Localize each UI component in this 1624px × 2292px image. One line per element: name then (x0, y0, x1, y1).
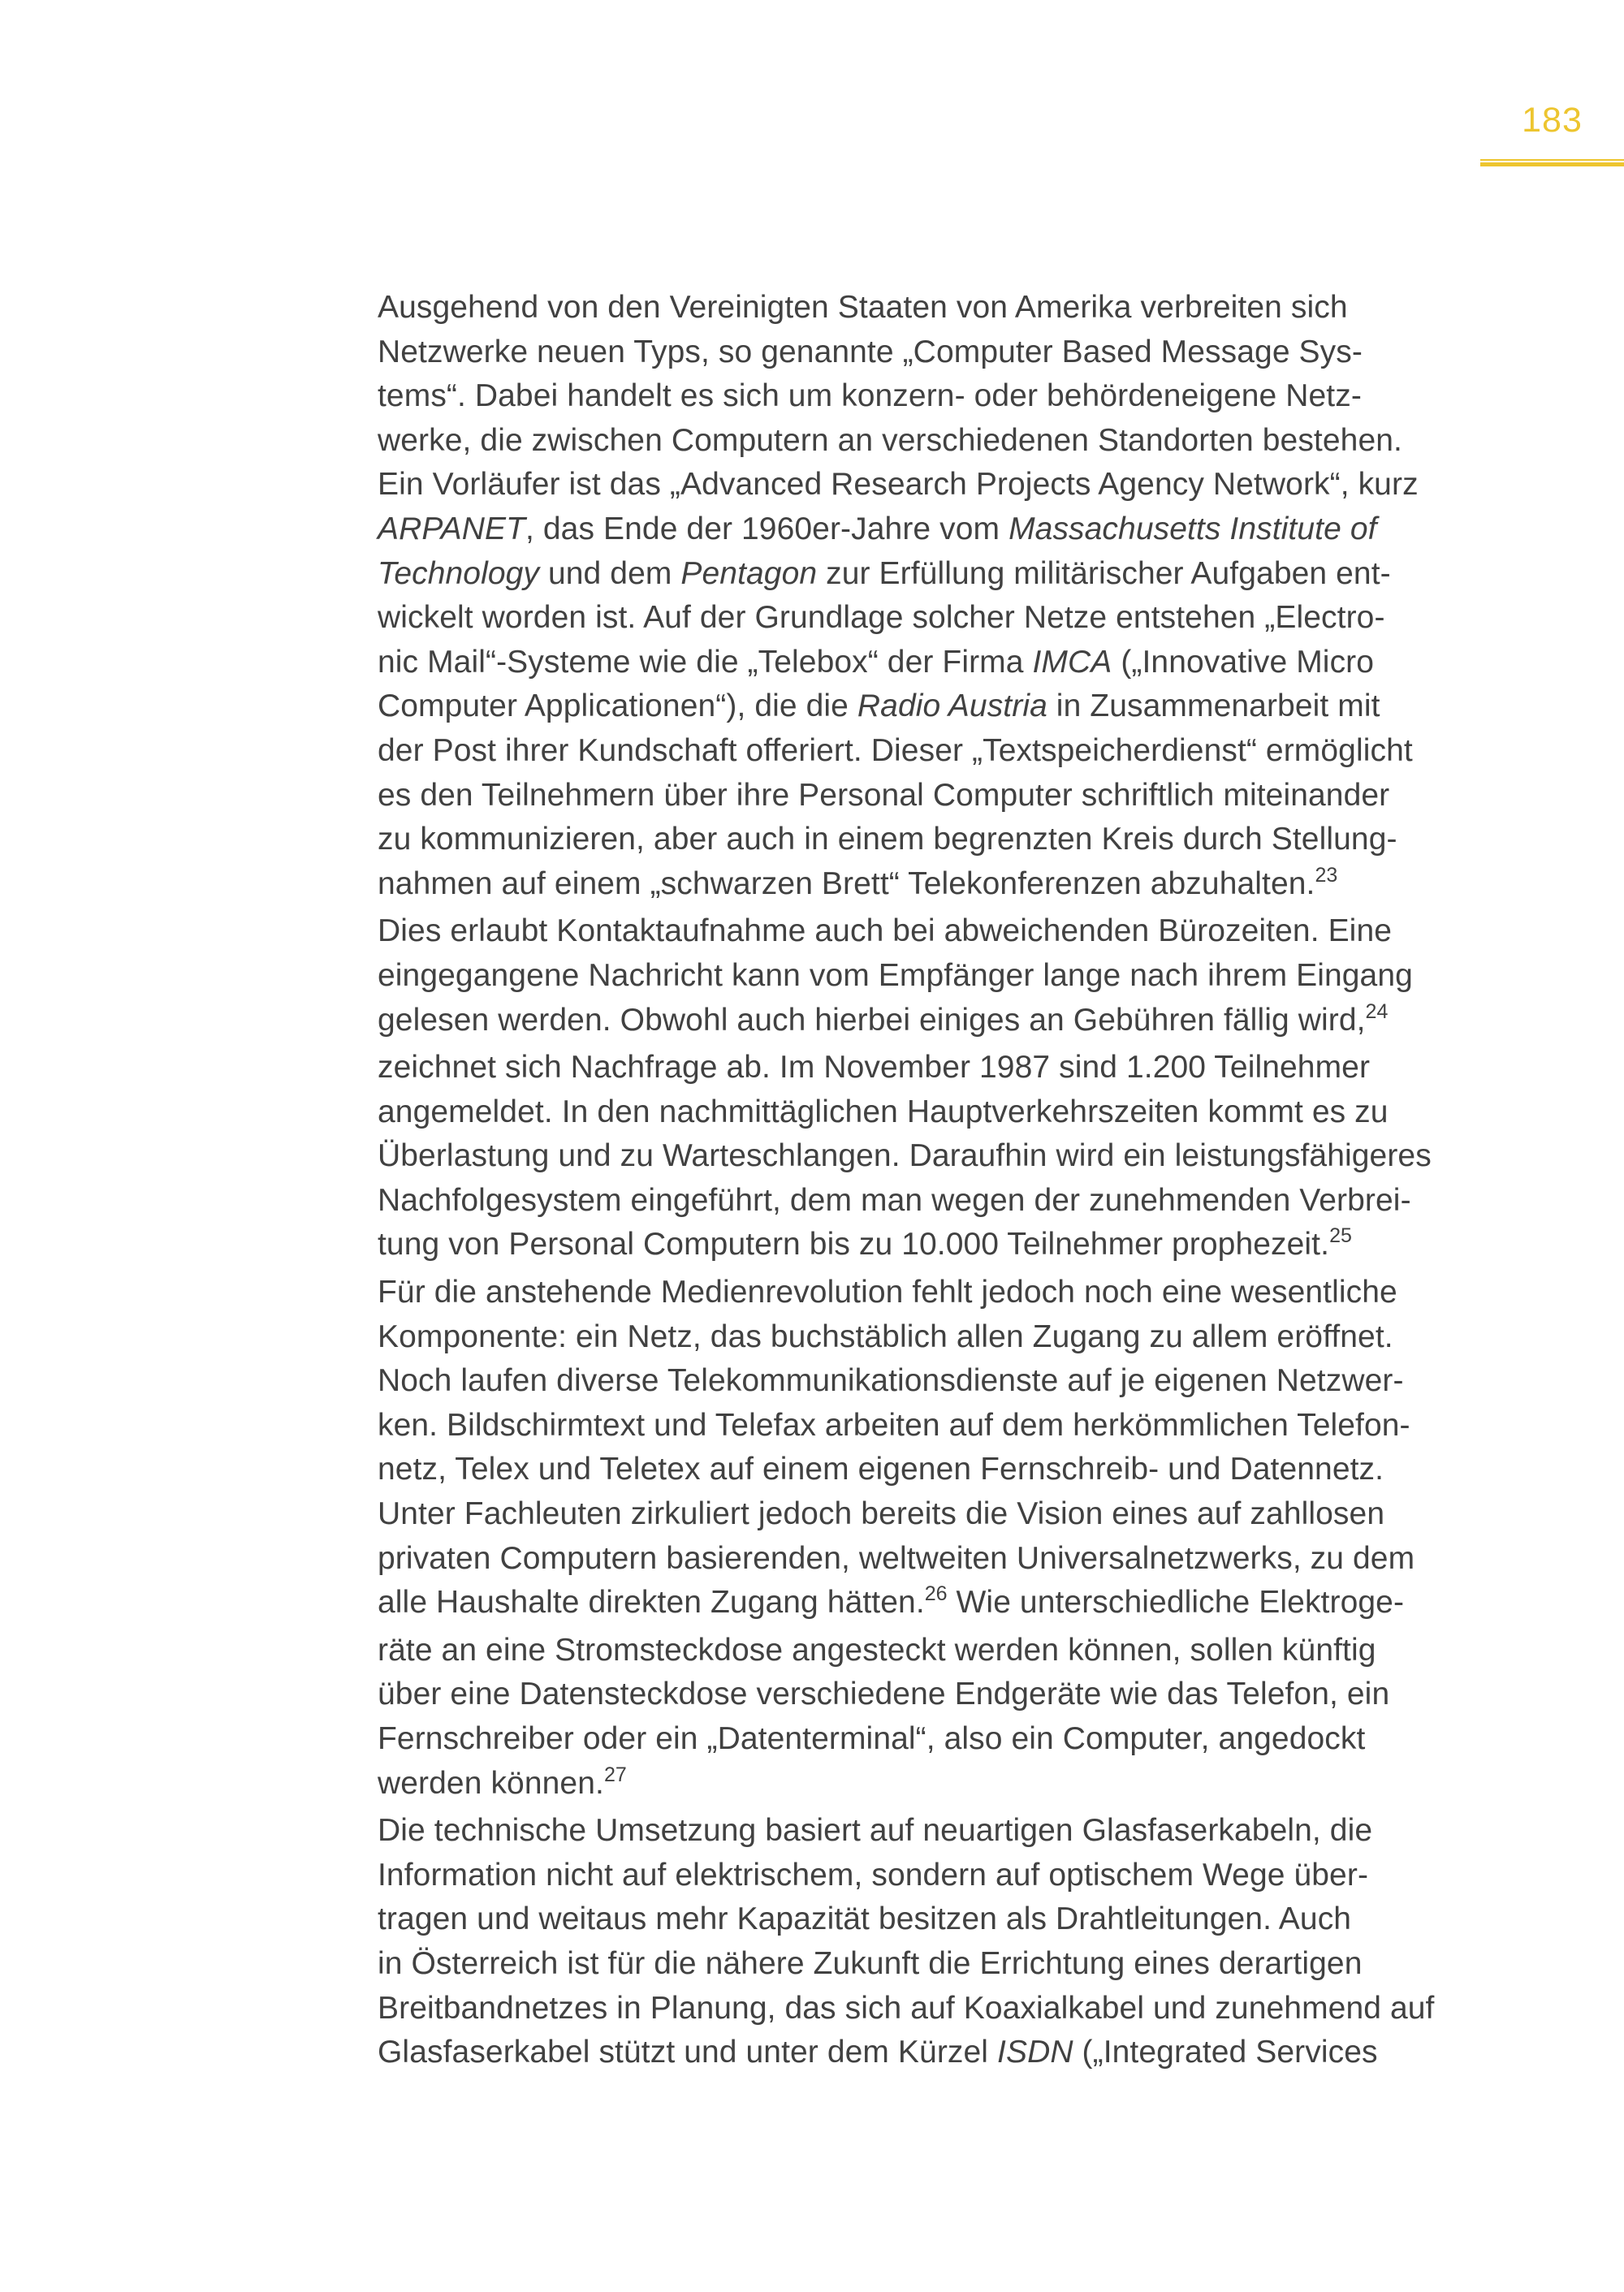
text-segment: nic Mail“-Systeme wie die „Telebox“ der Firma (378, 644, 1033, 680)
text-line (378, 1359, 1498, 1404)
text-segment: eingegangene Nachricht kann vom Empfänger lange nach ihrem Eingang (378, 957, 1413, 993)
text-segment: , das Ende der 1960er-Jahre vom (525, 511, 1009, 546)
text-segment: netz, Telex und Teletex auf einem eigenen Fernschreib- und Datennetz. (378, 1452, 1384, 1487)
footnote-ref: 23 (1315, 863, 1338, 887)
text-line (378, 286, 1498, 330)
text-line (378, 463, 1498, 507)
text-line (378, 1717, 1498, 1762)
text-segment: Ein Vorläufer ist das „Advanced Research Projects Agency Network“, kurz (378, 467, 1419, 503)
footnote-ref: 25 (1329, 1224, 1352, 1248)
text-line (378, 1271, 1498, 1315)
italic-text: ARPANET (378, 511, 526, 546)
text-line (378, 552, 1498, 597)
text-line (378, 1046, 1498, 1090)
footnote-ref: 27 (603, 1763, 627, 1786)
italic-text: Radio Austria (857, 688, 1047, 724)
text-segment: werke, die zwischen Computern an verschiedenen Standorten bestehen. (378, 422, 1402, 458)
text-segment: Computer Applicationen“), die die (378, 688, 857, 724)
text-line (378, 729, 1498, 774)
text-segment: Ausgehend von den Vereinigten Staaten von Amerika verbreiten sich (378, 290, 1348, 325)
text-line (378, 1629, 1498, 1673)
text-segment: tung von Personal Computern bis zu 10.000 Teilnehmer prophezeit. (378, 1227, 1330, 1263)
text-segment: Fernschreiber oder ein „Datenterminal“, also ein Computer, angedockt (378, 1721, 1366, 1756)
text-segment: Wie unterschiedliche Elektroge- (947, 1585, 1405, 1621)
text-line (378, 1762, 1498, 1810)
text-line (378, 1492, 1498, 1537)
text-segment: räte an eine Stromsteckdose angesteckt werden können, sollen künftig (378, 1632, 1376, 1668)
text-segment: („Innovative Micro (1112, 644, 1375, 680)
text-line (378, 862, 1498, 910)
text-segment: Netzwerke neuen Typs, so genannte „Computer Based Message Sys- (378, 334, 1363, 369)
text-segment: Überlastung und zu Warteschlangen. Daraufhin wird ein leistungsfähigeres (378, 1138, 1432, 1174)
text-segment: Glasfaserkabel stützt und unter dem Kürzel (378, 2035, 998, 2070)
text-segment: zur Erfüllung militärischer Aufgaben ent- (817, 555, 1391, 591)
text-segment: Nachfolgesystem eingeführt, dem man wegen der zunehmenden Verbrei- (378, 1182, 1411, 1218)
italic-text: ISDN (997, 2035, 1073, 2070)
text-line (378, 2031, 1498, 2075)
text-segment: („Integrated Services (1073, 2035, 1378, 2070)
text-line (378, 1897, 1498, 1942)
text-line (378, 1581, 1498, 1629)
text-segment: zeichnet sich Nachfrage ab. Im November 1987 sind 1.200 Teilnehmer (378, 1050, 1371, 1086)
italic-text: IMCA (1032, 644, 1112, 680)
text-segment: tragen und weitaus mehr Kapazität besitzen als Drahtleitungen. Auch (378, 1901, 1352, 1937)
text-line (378, 818, 1498, 862)
text-line (378, 774, 1498, 818)
footnote-ref: 26 (924, 1582, 948, 1606)
text-line (378, 1942, 1498, 1987)
text-segment: über eine Datensteckdose verschiedene Endgeräte wie das Telefon, ein (378, 1677, 1390, 1712)
text-segment: und dem (539, 555, 681, 591)
text-line (378, 1673, 1498, 1717)
text-segment: es den Teilnehmern über ihre Personal Computer schriftlich miteinander (378, 777, 1390, 813)
page-number: 183 (1522, 101, 1583, 140)
text-line (378, 1179, 1498, 1224)
italic-text: Pentagon (680, 555, 818, 591)
text-segment: Die technische Umsetzung basiert auf neuartigen Glasfaserkabeln, die (378, 1813, 1373, 1849)
text-segment: Breitbandnetzes in Planung, das sich auf Koaxialkabel und zunehmend auf (378, 1990, 1435, 2026)
text-segment: wickelt worden ist. Auf der Grundlage solcher Netze entstehen „Electro- (378, 600, 1385, 636)
text-line (378, 1134, 1498, 1179)
text-line (378, 999, 1498, 1047)
text-segment: privaten Computern basierenden, weltweiten Universalnetzwerks, zu dem (378, 1540, 1415, 1576)
text-segment: nahmen auf einem „schwarzen Brett“ Telekonferenzen abzuhalten. (378, 865, 1315, 901)
text-line (378, 596, 1498, 641)
text-line (378, 419, 1498, 464)
text-segment: in Zusammenarbeit mit (1047, 688, 1380, 724)
text-segment: ken. Bildschirmtext und Telefax arbeiten auf dem herkömmlichen Telefon- (378, 1407, 1410, 1443)
text-segment: zu kommunizieren, aber auch in einem begrenzten Kreis durch Stellung- (378, 822, 1397, 857)
text-line (378, 374, 1498, 419)
text-segment: der Post ihrer Kundschaft offeriert. Dieser „Textspeicherdienst“ ermöglicht (378, 732, 1413, 768)
body-text (378, 286, 1498, 2075)
text-segment: Für die anstehende Medienrevolution fehlt jedoch noch eine wesentliche (378, 1275, 1397, 1310)
text-segment: werden können. (378, 1765, 604, 1801)
text-segment: gelesen werden. Obwohl auch hierbei einiges an Gebühren fällig wird, (378, 1002, 1366, 1038)
text-line (378, 1448, 1498, 1492)
text-line (378, 684, 1498, 729)
text-segment: Unter Fachleuten zirkuliert jedoch bereits die Vision eines auf zahllosen (378, 1496, 1385, 1532)
text-segment: in Österreich ist für die nähere Zukunft die Errichtung eines derartigen (378, 1945, 1363, 1981)
footnote-ref: 24 (1365, 999, 1389, 1023)
text-line (378, 1987, 1498, 2031)
text-segment: Dies erlaubt Kontaktaufnahme auch bei abweichenden Bürozeiten. Eine (378, 913, 1393, 949)
text-line (378, 1537, 1498, 1582)
text-segment: tems“. Dabei handelt es sich um konzern- oder behördeneigene Netz- (378, 378, 1362, 414)
text-line (378, 909, 1498, 954)
text-line (378, 1809, 1498, 1854)
text-segment: Noch laufen diverse Telekommunikationsdienste auf je eigenen Netzwer- (378, 1363, 1404, 1399)
italic-text: Massachusetts Institute of (1009, 511, 1377, 546)
text-line (378, 1315, 1498, 1360)
text-line (378, 330, 1498, 375)
page-number-rule (1480, 159, 1624, 166)
italic-text: Technology (378, 555, 540, 591)
text-line (378, 954, 1498, 999)
text-segment: alle Haushalte direkten Zugang hätten. (378, 1585, 925, 1621)
text-segment: Information nicht auf elektrischem, sondern auf optischem Wege über- (378, 1857, 1369, 1893)
text-line (378, 1090, 1498, 1135)
text-line (378, 1854, 1498, 1898)
text-line (378, 641, 1498, 685)
text-line (378, 1404, 1498, 1448)
text-line (378, 507, 1498, 552)
text-segment: angemeldet. In den nachmittäglichen Hauptverkehrszeiten kommt es zu (378, 1094, 1389, 1129)
text-line (378, 1223, 1498, 1271)
text-segment: Komponente: ein Netz, das buchstäblich allen Zugang zu allem eröffnet. (378, 1319, 1393, 1354)
